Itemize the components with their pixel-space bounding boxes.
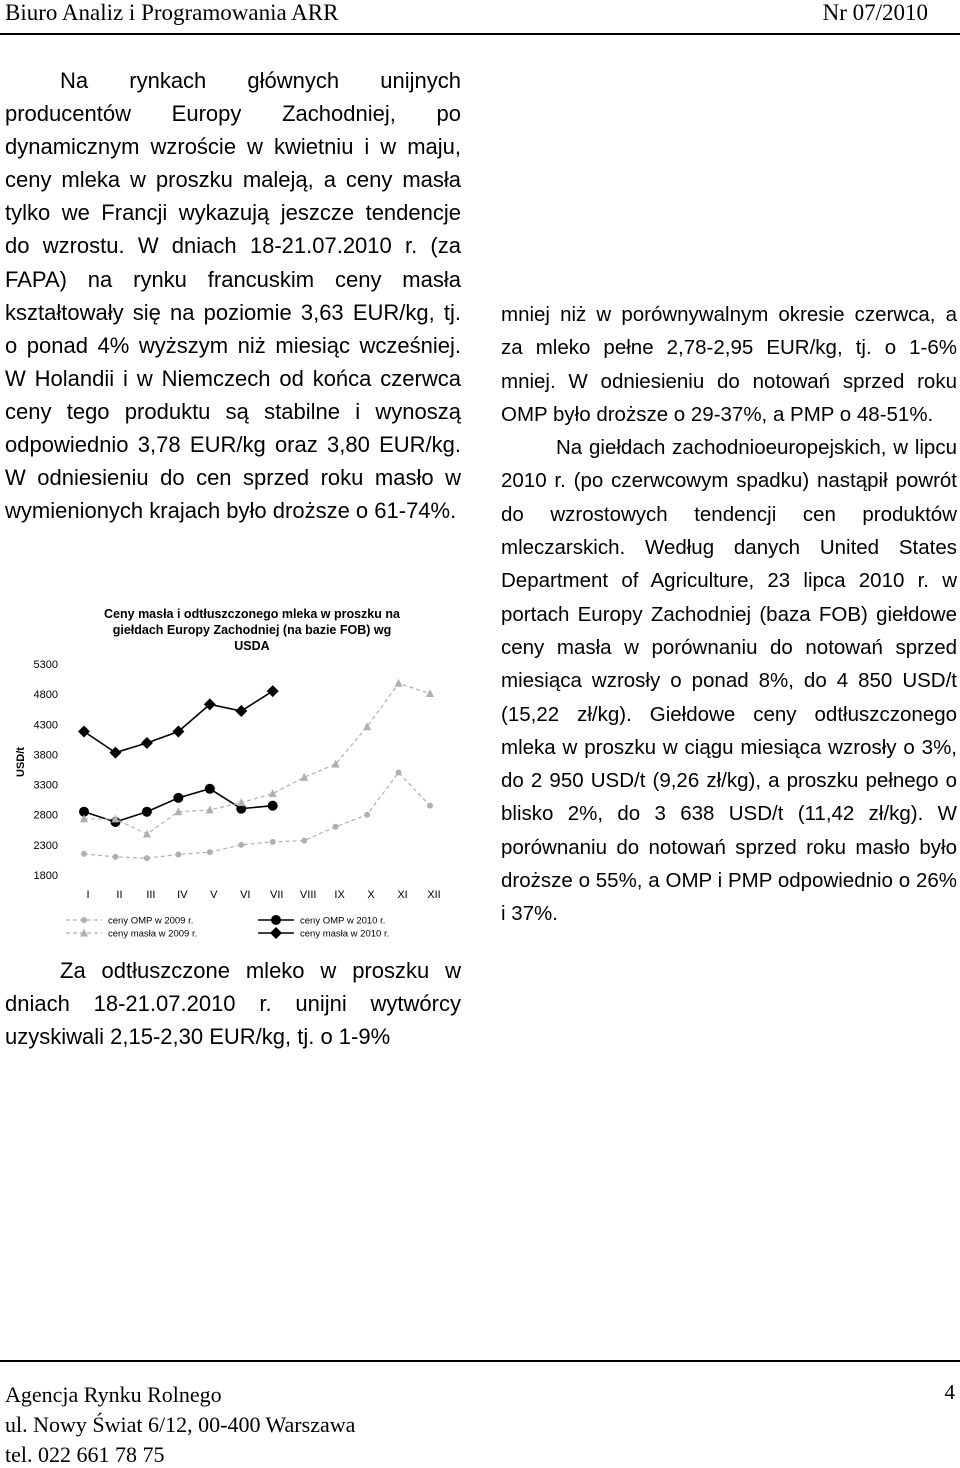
- x-tick-label: VII: [270, 889, 284, 901]
- data-point: [364, 812, 370, 818]
- left-paragraph-1: Na rynkach głównych unijnych producentów Europy Zachodniej, po dynamicznym wzroście w kwietniu i w maju, ceny mleka w proszku maleją, a ceny masła tylko we Francji wykazują jeszcze tendencje do wzrostu. W dniach 18-21.07.2010 r. (za FAPA) na rynku francuskim ceny masła kształtowały się na poziomie 3,63 EUR/kg, tj. o ponad 4% wyższym niż miesiąc wcześniej. W Holandii i w Niemczech od końca czerwca ceny tego produktu są stabilne i wynoszą odpowiednio 3,78 EUR/kg oraz 3,80 EUR/kg. W odniesieniu do cen sprzed roku masło w wymienionych krajach było droższe o 61-74%.: [5, 68, 461, 524]
- data-point: [235, 705, 247, 717]
- data-point: [426, 689, 434, 697]
- x-tick-label: V: [210, 889, 218, 901]
- legend-swatch-marker: [81, 917, 87, 923]
- data-point: [269, 789, 277, 797]
- right-column: [501, 298, 957, 931]
- data-point: [143, 830, 151, 838]
- y-tick-label: 3800: [33, 749, 58, 762]
- x-tick-label: VI: [240, 889, 251, 901]
- price-chart: [0, 592, 462, 947]
- footer-agency-name: Agencja Rynku Rolnego: [5, 1382, 222, 1407]
- x-tick-label: XI: [397, 889, 408, 901]
- x-tick-label: IV: [177, 889, 188, 901]
- x-tick-label: XII: [427, 889, 441, 901]
- chart-legend: [66, 915, 389, 940]
- x-tick-label: X: [367, 889, 375, 901]
- legend-label: ceny OMP w 2010 r.: [300, 915, 386, 927]
- data-point: [270, 839, 276, 845]
- data-point: [78, 726, 90, 738]
- y-tick-label: 5300: [33, 659, 58, 671]
- footer-address: ul. Nowy Świat 6/12, 00-400 Warszawa: [5, 1412, 356, 1437]
- footer-phone: tel. 022 661 78 75: [5, 1442, 165, 1467]
- right-paragraph-2: Na giełdach zachodnioeuropejskich, w lipcu 2010 r. (po czerwcowym spadku) nastąpił powrót do wzrostowych tendencji cen produktów mleczarskich. Według danych United States Department of Agriculture, 23 lipca 2010 r. w portach Europy Zachodniej (baza FOB) giełdowe ceny masła w porównaniu do notowań sprzed miesiąca wzrosły o ponad 8%, do 4 850 USD/t (15,22 zł/kg). Giełdowe ceny odtłuszczonego mleka w proszku w ciągu miesiąca wzrosły o 3%, do 2 950 USD/t (9,26 zł/kg), a proszku pełnego o blisko 2%, do 3 638 USD/t (11,42 zł/kg). W porównaniu do notowań sprzed roku masło było droższe o 55%, a OMP i PMP odpowiednio o 26% i 37%.: [501, 436, 957, 926]
- y-tick-label: 4800: [33, 689, 58, 702]
- data-point: [141, 737, 153, 749]
- chart-title-line: Ceny masła i odtłuszczonego mleka w proszku na: [104, 607, 400, 621]
- x-tick-label: II: [116, 889, 123, 901]
- legend-label: ceny masła w 2009 r.: [108, 928, 198, 940]
- data-point: [300, 773, 308, 781]
- x-tick-label: III: [146, 889, 156, 901]
- legend-label: ceny masła w 2010 r.: [300, 928, 390, 940]
- chart-series: [78, 679, 434, 861]
- data-point: [395, 679, 403, 687]
- legend-swatch-marker: [270, 927, 282, 939]
- footer-divider: [0, 1360, 960, 1362]
- data-point: [173, 793, 183, 803]
- page-header: [0, 0, 960, 34]
- right-paragraph-1: mniej niż w porównywalnym okresie czerwca, a za mleko pełne 2,78-2,95 EUR/kg, tj. o 1-6% mniej. W odniesieniu do notowań sprzed roku OMP było droższe o 29-37%, a PMP o 48-51%.: [501, 303, 957, 426]
- data-point: [206, 805, 214, 813]
- data-point: [144, 855, 150, 861]
- data-point: [142, 807, 152, 817]
- header-divider: [0, 33, 960, 35]
- data-point: [109, 747, 121, 759]
- chart-title: [104, 607, 401, 653]
- data-point: [301, 838, 307, 844]
- series-line: [84, 691, 273, 752]
- y-tick-label: 2300: [33, 839, 58, 852]
- data-point: [268, 801, 278, 811]
- data-point: [175, 852, 181, 858]
- legend-label: ceny OMP w 2009 r.: [108, 915, 194, 927]
- legend-swatch-marker: [271, 915, 281, 925]
- x-tick-label: I: [86, 889, 90, 901]
- data-point: [238, 842, 244, 848]
- header-publisher: Biuro Analiz i Programowania ARR: [5, 0, 339, 25]
- data-point: [427, 803, 433, 809]
- series-line: [84, 683, 430, 834]
- y-tick-label: 4300: [33, 719, 58, 732]
- data-point: [396, 770, 402, 776]
- data-point: [112, 854, 118, 860]
- data-point: [81, 851, 87, 857]
- data-point: [207, 849, 213, 855]
- chart-y-ticks: [34, 659, 58, 882]
- y-tick-label: 2800: [33, 809, 58, 822]
- chart-svg: [0, 592, 462, 947]
- page-footer: [0, 1360, 960, 1467]
- chart-title-line: giełdach Europy Zachodniej (na bazie FOB) wg: [112, 623, 392, 637]
- x-tick-label: IX: [334, 889, 345, 901]
- data-point: [267, 685, 279, 697]
- data-point: [205, 784, 215, 794]
- chart-x-ticks: [86, 889, 440, 901]
- chart-title-line: USDA: [234, 639, 270, 653]
- y-tick-label: 3300: [33, 779, 58, 792]
- x-tick-label: VIII: [299, 889, 317, 901]
- header-issue-number: Nr 07/2010: [822, 0, 928, 25]
- y-tick-label: 1800: [33, 870, 58, 882]
- data-point: [333, 824, 339, 830]
- left-paragraph-2: Za odtłuszczone mleko w proszku w dniach 18-21.07.2010 r. unijni wytwórcy uzyskiwali 2,15-2,30 EUR/kg, tj. o 1-9%: [5, 958, 461, 1050]
- page-number: 4: [944, 1380, 955, 1404]
- chart-y-axis-label: USD/t: [15, 747, 27, 777]
